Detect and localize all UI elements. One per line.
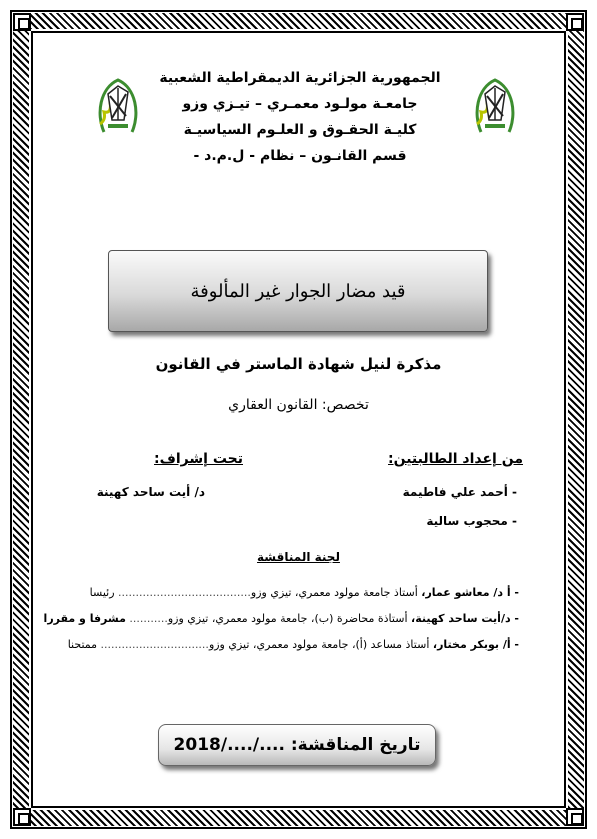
corner-ornament-bottom-right (566, 808, 584, 826)
header-department: قسم القانـون – نظام - ل.م.د - (193, 148, 407, 164)
corner-ornament-bottom-left (13, 808, 31, 826)
student-name-2: - محجوب سالية (426, 514, 517, 528)
member-dots: ............................... (100, 638, 209, 651)
member-name: - أ د/ معاشو عمار، (421, 586, 519, 599)
committee-heading: لجنة المناقشة (257, 550, 340, 564)
member-dots: ........... (129, 612, 168, 625)
header-faculty: كليـة الحقـوق و العلـوم السياسيـة (183, 122, 417, 138)
member-description: أستاذ مساعد (أ)، جامعة مولود معمري، تيزي وزو (208, 638, 430, 651)
member-role: رئيسا (89, 586, 115, 599)
corner-ornament-top-right (566, 13, 584, 31)
member-role: مشرفا و مقررا (43, 612, 126, 625)
committee-member-2 (44, 612, 519, 625)
member-name: - أ/ بوبكر مختار، (432, 638, 519, 651)
defense-date: تاريخ المناقشة: ..../..../2018 (173, 735, 421, 755)
member-dots: ...................................... (118, 586, 251, 599)
thesis-title-box (108, 250, 488, 332)
member-name: - د/أيت ساحد كهينة، (411, 612, 519, 625)
member-description: أستاذة محاضرة (ب)، جامعة مولود معمري، تيزي وزو (167, 612, 408, 625)
committee-member-1 (90, 586, 519, 599)
member-description: أستاذ جامعة مولود معمري، تيزي وزو (250, 586, 418, 599)
university-logo-right (473, 74, 517, 140)
university-logo-left (96, 74, 140, 140)
committee-member-3 (68, 638, 519, 651)
header-university: جامعـة مولـود معمـري – تيـزي وزو (182, 96, 418, 112)
supervision-heading: تحت إشراف: (154, 451, 243, 467)
student-name-1: - أحمد علي فاطيمة (402, 485, 517, 499)
corner-ornament-top-left (13, 13, 31, 31)
defense-date-box (158, 724, 436, 766)
memo-purpose: مذكرة لنيل شهادة الماستر في القانون (155, 355, 442, 373)
supervisor-name: د/ أيت ساحد كهينة (96, 485, 205, 499)
thesis-title: قيد مضار الجوار غير المألوفة (190, 280, 406, 302)
students-heading: من إعداد الطالبتين: (388, 451, 523, 467)
member-role: ممتحنا (67, 638, 98, 651)
header-republic: الجمهورية الجزائرية الديمقراطية الشعبية (159, 70, 441, 86)
specialty: تخصص: القانون العقاري (228, 397, 369, 413)
